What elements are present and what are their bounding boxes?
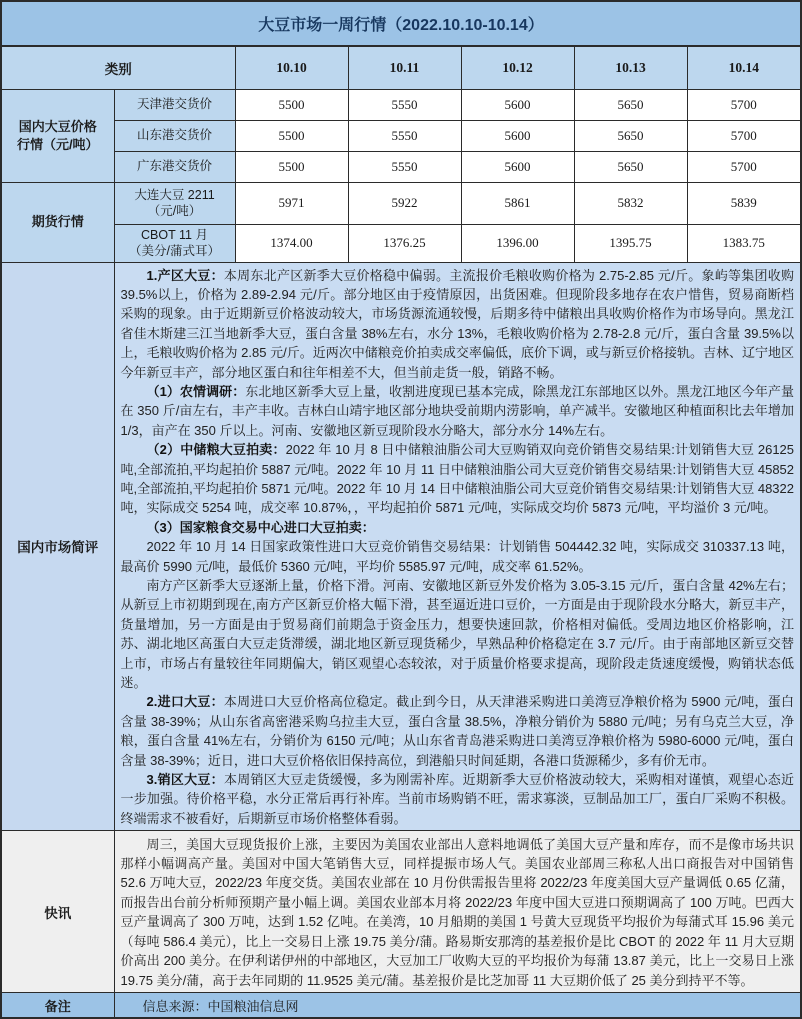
paragraph-text: 本周进口大豆价格高位稳定。截止到今日，从天津港采购进口美湾豆净粮价格为 5900 元/吨，蛋白含量 38-39%；从山东省高密港采购乌拉圭大豆，蛋白含量 38.5%，净粮分销价为 5880 元/吨；另有乌克兰大豆，净粮，蛋白含量 41%左右，分销价为 6150 元/吨；从山东省青岛港采购进口美湾豆净粮价格为 5980-6000 元/吨，蛋白含量 38-39%；近日，进口大豆价格依旧保持高位，到港船只时间延期，各港口货源稀少，多有价无市。 [120, 694, 795, 768]
column-header-date-3: 10.12 [461, 46, 574, 89]
price-cell: 5550 [348, 151, 461, 182]
futures-cell: 5922 [348, 182, 461, 224]
price-cell: 5650 [574, 89, 687, 120]
paragraph-text: 2022 年 10 月 8 日中储粮油脂公司大豆购销双向竞价销售交易结果:计划销售大豆 26125 吨,全部流拍,平均起拍价 5887 元/吨。2022 年 10 月 11 日中储粮油脂公司大豆竞价销售交易结果:计划销售大豆 45852 吨,全部流拍,平均起拍价 5871 元/吨。2022 年 10 月 14 日中储粮油脂公司大豆竞价销售交易结果:计划销售大豆 48322 吨，实际成交 5254 吨，成交率 10.87%，，平均起拍价 5871 元/吨，实际成交均价 5873 元/吨，平均溢价 3 元/吨。 [120, 442, 795, 516]
price-cell: 5550 [348, 89, 461, 120]
futures-cell: 1383.75 [687, 224, 801, 262]
futures-cell: 5839 [687, 182, 801, 224]
price-cell: 5550 [348, 120, 461, 151]
price-cell: 5650 [574, 151, 687, 182]
futures-cell: 5832 [574, 182, 687, 224]
price-cell: 5500 [235, 89, 348, 120]
news-paragraph [121, 835, 795, 990]
group-label-line1: 国内大豆价格 [18, 118, 97, 134]
price-cell: 5700 [687, 120, 801, 151]
paragraph-text: 本周销区大豆走货缓慢，多为刚需补库。近期新季大豆价格波动较大，采购相对谨慎，观望心态近一步加强。待价格平稳，水分正常后再行补库。当前市场购销不旺，需求寡淡，豆制品加工厂，蛋白厂采购不积极。终端需求不被看好，后期新豆市场价格整体看弱。 [120, 772, 795, 826]
futures-label-line2: （美分/蒲式耳） [129, 244, 220, 258]
group-label-line2: 行情（元/吨） [16, 136, 99, 152]
market-review-content [114, 262, 801, 831]
column-header-date-2: 10.11 [348, 46, 461, 89]
price-cell: 5600 [461, 120, 574, 151]
news-content [114, 831, 801, 993]
row-label-shandong: 山东港交货价 [114, 120, 235, 151]
price-cell: 5700 [687, 151, 801, 182]
table-row [1, 89, 801, 120]
futures-cell: 5971 [235, 182, 348, 224]
table-row [1, 182, 801, 224]
price-cell: 5600 [461, 89, 574, 120]
remark-source: 信息来源：中国粮油信息网 [114, 993, 801, 1018]
column-header-date-5: 10.14 [687, 46, 801, 89]
column-header-date-1: 10.10 [235, 46, 348, 89]
price-cell: 5650 [574, 120, 687, 151]
paragraph-text: 东北地区新季大豆上量，收割进度现已基本完成，除黑龙江东部地区以外。黑龙江地区今年产量在 350 斤/亩左右，丰产丰收。吉林白山靖宇地区部分地块受前期内涝影响，单产减半。安徽地区种植面积比去年增加 1/3，亩产在 350 斤以上。河南、安徽地区新豆现阶段水分略大，部分水分 14%左右。 [120, 383, 795, 438]
futures-label-line1: 大连大豆 2211 [134, 187, 215, 202]
column-header-date-4: 10.13 [574, 46, 687, 89]
futures-cell: 1374.00 [235, 224, 348, 262]
price-cell: 5500 [235, 151, 348, 182]
price-cell: 5600 [461, 151, 574, 182]
paragraph-lead: （2）中储粮大豆拍卖： [146, 442, 286, 458]
page-title: 大豆市场一周行情（2022.10.10-10.14） [1, 1, 801, 46]
table-row [1, 993, 801, 1018]
review-paragraph [121, 692, 795, 770]
table-row [1, 120, 801, 151]
section-label-remark: 备注 [1, 993, 114, 1018]
row-label-cbot-november [114, 224, 235, 262]
table-row [1, 831, 801, 993]
row-label-dalian-soybean [114, 182, 235, 224]
paragraph-text: 南方产区新季大豆逐渐上量，价格下滑。河南、安徽地区新豆外发价格为 3.05-3.15 元/斤，蛋白含量 42%左右；从新豆上市初期到现在,南方产区新豆价格大幅下滑，甚至逼近进口豆价，一方面是由于现阶段水分略大，新豆丰产，货量增加，另一方面是由于贸易商们前期急于资金压力，想要快速回款，价格相对偏低。受周边地区价格影响，江苏、湖北地区高蛋白大豆走货滞缓，湖北地区新豆现货稀少，早熟品种价格稳定在 3.7 元/斤。由于南部地区新豆交替上市，市场占有量较往年同期偏大，销区观望心态较浓，对于质量价格要求提高，现阶段走货速度缓慢，购销状态低迷。 [120, 578, 795, 691]
group-label-domestic-prices [1, 89, 114, 182]
paragraph-lead: 2.进口大豆： [146, 694, 224, 710]
review-paragraph [121, 576, 795, 692]
row-label-tianjin: 天津港交货价 [114, 89, 235, 120]
paragraph-lead: （1）农情调研： [146, 383, 246, 399]
futures-cell: 1396.00 [461, 224, 574, 262]
price-cell: 5500 [235, 120, 348, 151]
futures-cell: 1395.75 [574, 224, 687, 262]
paragraph-text: 周三，美国大豆现货报价上涨，主要因为美国农业部出人意料地调低了美国大豆产量和库存，而不是像市场共识那样小幅调高产量。美国对中国大笔销售大豆，同样提振市场人气。美国农业部周三称私人出口商报告对中国销售 52.6 万吨大豆，2022/23 年度交货。美国农业部在 10 月份供需报告里将 2022/23 年度美国大豆产量调低 0.65 亿蒲，而报告出台前分析师预期产量小幅上调。美国农业部本月将 2022/23 年度中国大豆进口预期调高了 100 万吨。巴西大豆产量调高了 300 万吨，达到 1.52 亿吨。在美湾，10 月船期的美国 1 号黄大豆现货平均报价为每蒲式耳 15.96 美元（每吨 586.4 美元），比上一交易日上涨 19.75 美分/蒲。路易斯安那湾的基差报价是比 CBOT 的 2022 年 11 月大豆期价高出 200 美分。在伊利诺伊州的中部地区，大豆加工厂收购大豆的平均报价为每蒲 13.87 美元，比上一交易日上涨 19.75 美分/蒲，高于去年同期的 11.9525 美元/蒲。基差报价是比芝加哥 11 大豆期价低了 25 美分到持平不等。 [120, 836, 795, 988]
futures-cell: 5861 [461, 182, 574, 224]
review-paragraph [121, 382, 795, 440]
futures-label-line2: （元/吨） [147, 204, 202, 218]
paragraph-lead: （3）国家粮食交易中心进口大豆拍卖： [146, 519, 375, 535]
table-row [1, 151, 801, 182]
paragraph-text: 本周东北产区新季大豆价格稳中偏弱。主流报价毛粮收购价格为 2.75-2.85 元/斤。象屿等集团收购 39.5%以上，价格为 2.89-2.94 元/斤。部分地区由于疫情原因，出货困难。但现阶段多地存在农户惜售，贸易商断档采购的现象。由于近期新豆价格波动较大，市场货源流通较慢，后期多待中储粮出具收购价格作为市场导向。黑龙江省佳木斯建三江当地新季大豆，蛋白含量 38%左右，水分 13%，毛粮收购价格为 2.78-2.8 元/斤，蛋白含量 39.5%以上，毛粮收购价格为 2.85 元/斤。近两次中储粮竞价拍卖成交率偏低，底价下调，或与新豆价格接轨。吉林、辽宁地区今年新豆丰产，部分地区蛋白和往年相差不大，但当前走货一般，销路不畅。 [120, 267, 795, 380]
table-row [1, 224, 801, 262]
row-label-guangdong: 广东港交货价 [114, 151, 235, 182]
futures-cell: 1376.25 [348, 224, 461, 262]
table-row [1, 262, 801, 831]
section-label-market-review: 国内市场简评 [1, 262, 114, 831]
review-paragraph [121, 770, 795, 828]
paragraph-text: 2022 年 10 月 14 日国家政策性进口大豆竞价销售交易结果：计划销售 504442.32 吨，实际成交 310337.13 吨，最高价 5990 元/吨，最低价 5360 元/吨，平均价 5585.97 元/吨，成交率 61.52%。 [120, 539, 795, 574]
section-label-news: 快讯 [1, 831, 114, 993]
review-paragraph [121, 440, 795, 518]
futures-label-line1: CBOT 11 月 [141, 227, 208, 242]
price-cell: 5700 [687, 89, 801, 120]
review-paragraph [121, 537, 795, 576]
column-header-category: 类别 [1, 46, 235, 89]
review-paragraph [121, 266, 795, 382]
paragraph-lead: 1.产区大豆： [146, 267, 224, 283]
paragraph-lead: 3.销区大豆： [146, 772, 224, 788]
group-label-futures: 期货行情 [1, 182, 114, 262]
review-paragraph [121, 518, 795, 537]
